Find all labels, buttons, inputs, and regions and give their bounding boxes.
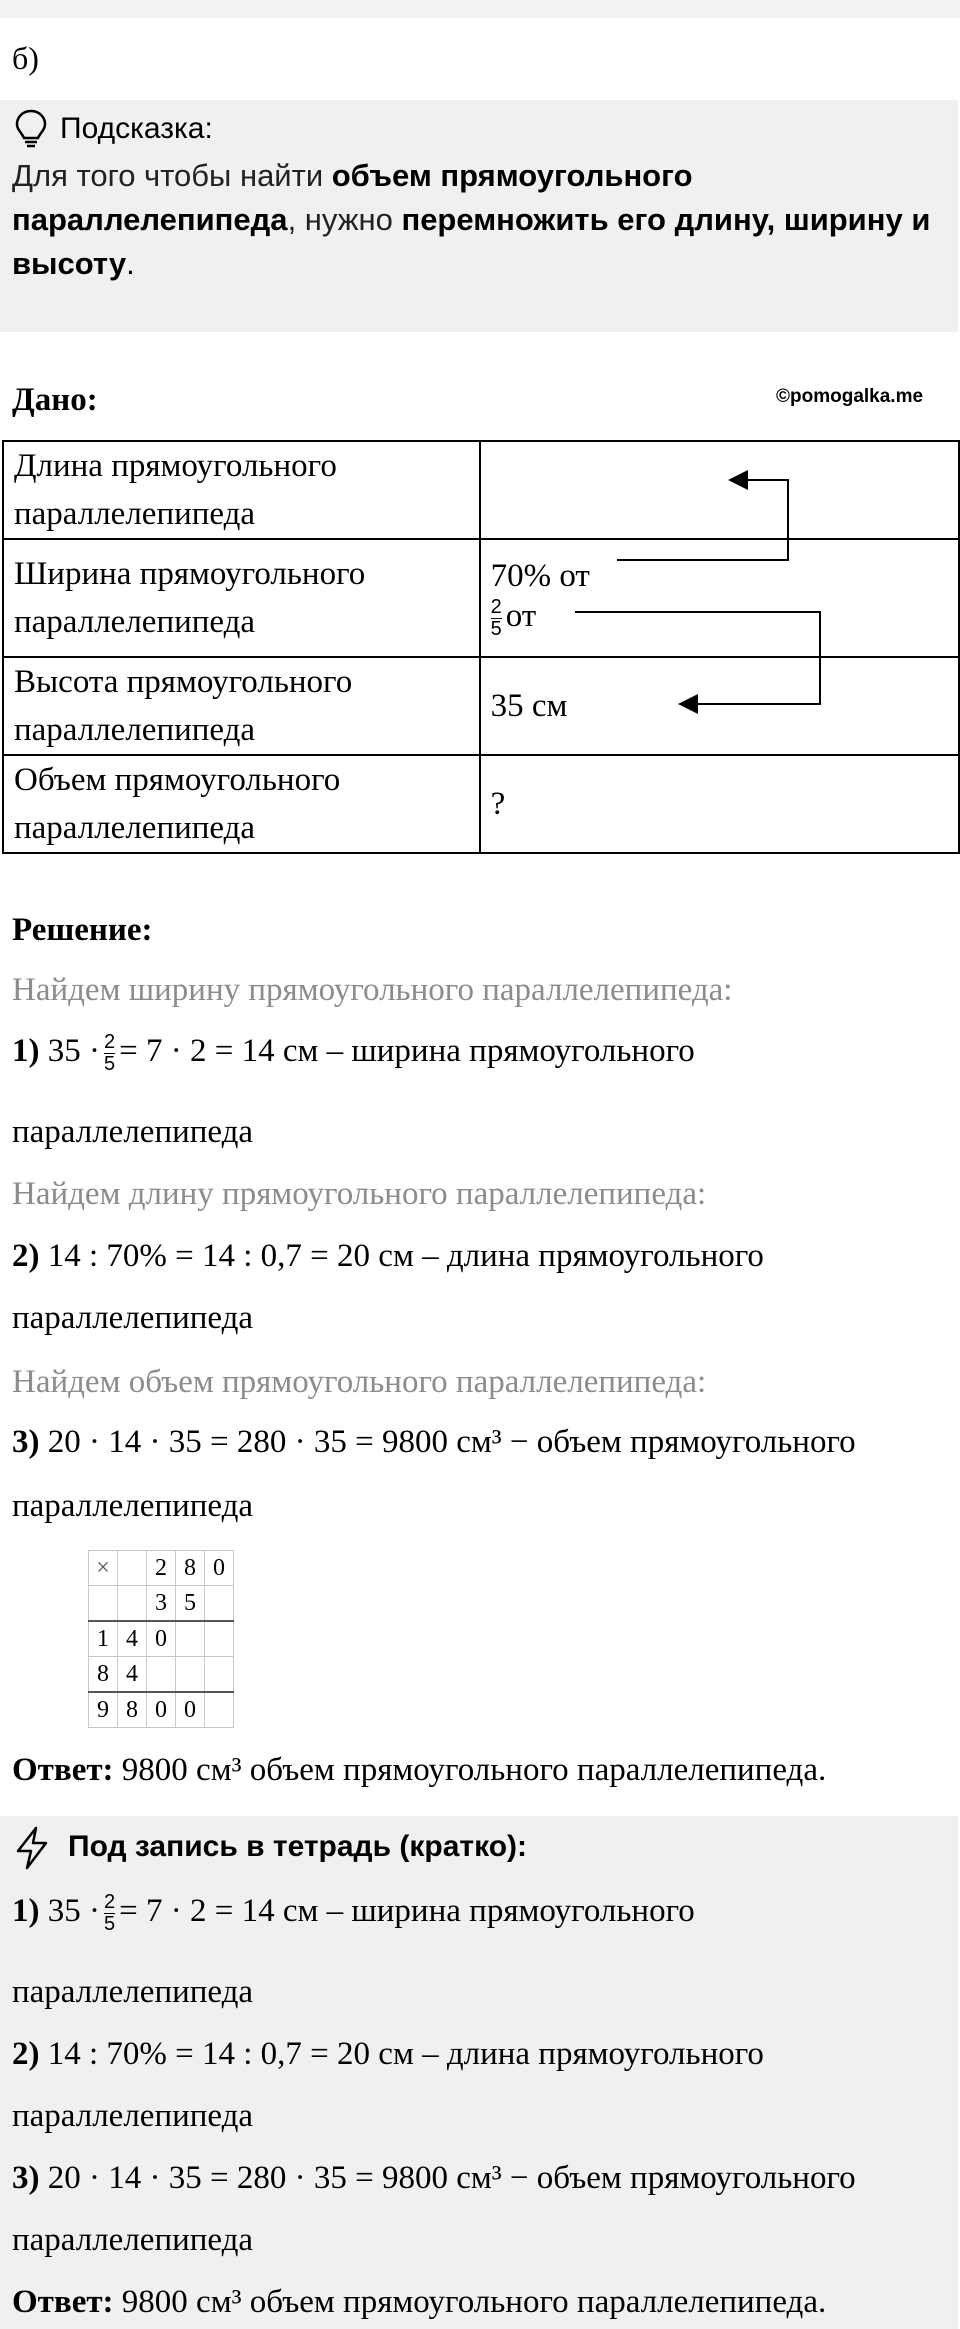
mult-cell: 0 [147, 1621, 176, 1657]
step1-line: 1) 35 · $\frac{2}{5}$ = 7 · 2 = 14 см – ширина прямоугольного [12, 1031, 695, 1075]
step2-note: Найдем длину прямоугольного параллелепипеда: [12, 1176, 707, 1212]
nb-step1-line: 1) 35 · $\frac{2}{5}$ = 7 · 2 = 14 см – ширина прямоугольного [12, 1891, 695, 1935]
fraction: $\frac{2}{5}$ [104, 1891, 116, 1935]
given-label-cell [3, 755, 480, 853]
mult-cell: 0 [147, 1692, 176, 1728]
nb-step3-cont: параллелепипеда [12, 2222, 254, 2258]
width-fraction-line: $\frac{2}{5}$ от [490, 595, 537, 640]
mult-cell: 1 [89, 1621, 118, 1657]
given-label: Объем прямоугольного [14, 762, 341, 798]
mult-cell [176, 1657, 205, 1693]
mult-row [89, 1586, 234, 1622]
mult-cell: 4 [118, 1657, 147, 1693]
given-label: Длина прямоугольного [14, 448, 337, 484]
mult-cell: × [89, 1551, 118, 1586]
step3-cont: параллелепипеда [12, 1488, 254, 1524]
mult-cell [147, 1657, 176, 1693]
mult-cell [176, 1621, 205, 1657]
mult-cell: 9 [89, 1692, 118, 1728]
mult-cell: 2 [147, 1551, 176, 1586]
fraction: $\frac{2}{5}$ [104, 1031, 116, 1075]
given-value-height: 35 см [480, 657, 959, 755]
mult-cell [118, 1551, 147, 1586]
step1-note: Найдем ширину прямоугольного параллелепипеда: [12, 972, 733, 1008]
fraction: $\frac{2}{5}$ [490, 595, 502, 640]
given-label: Высота прямоугольного [14, 664, 353, 700]
answer-line: Ответ: 9800 см³ объем прямоугольного параллелепипеда. [12, 1752, 827, 1788]
mult-row [89, 1621, 234, 1657]
mult-cell: 4 [118, 1621, 147, 1657]
solution-title: Решение: [12, 912, 153, 948]
notebook-title: Под запись в тетрадь (кратко): [68, 1830, 528, 1863]
part-label: б) [12, 40, 39, 76]
nb-step2-cont: параллелепипеда [12, 2098, 254, 2134]
relation-arrows [0, 0, 960, 760]
mult-row [89, 1657, 234, 1693]
given-label: параллелепипеда [14, 810, 256, 846]
hint-line-1: Для того чтобы найти объем прямоугольного [12, 158, 693, 193]
arrow-width-to-length [617, 480, 788, 560]
mult-cell [89, 1586, 118, 1622]
mult-cell [205, 1657, 234, 1693]
mult-cell [205, 1621, 234, 1657]
given-value-volume: ? [480, 755, 959, 853]
step3-line: 3) 20 · 14 · 35 = 280 · 35 = 9800 см³ − объем прямоугольного [12, 1424, 856, 1460]
mult-cell: 5 [176, 1586, 205, 1622]
mult-row [89, 1551, 234, 1586]
hint-line-3: высоту. [12, 246, 135, 281]
watermark: ©pomogalka.me [776, 386, 924, 407]
mult-cell: 0 [176, 1692, 205, 1728]
nb-step2-line: 2) 14 : 70% = 14 : 0,7 = 20 см – длина прямоугольного [12, 2036, 764, 2072]
step2-line: 2) 14 : 70% = 14 : 0,7 = 20 см – длина прямоугольного [12, 1238, 764, 1274]
given-label: параллелепипеда [14, 496, 256, 532]
given-label: Ширина прямоугольного [14, 556, 366, 592]
mult-cell: 0 [205, 1551, 234, 1586]
lightning-icon [12, 1826, 52, 1870]
given-label: параллелепипеда [14, 604, 256, 640]
mult-cell [205, 1692, 234, 1728]
mult-cell: 8 [89, 1657, 118, 1693]
mult-cell [118, 1586, 147, 1622]
hint-title: Подсказка: [60, 112, 213, 145]
mult-row [89, 1692, 234, 1728]
mult-cell [205, 1586, 234, 1622]
nb-answer-line: Ответ: 9800 см³ объем прямоугольного параллелепипеда. [12, 2284, 827, 2320]
nb-step1-cont: параллелепипеда [12, 1974, 254, 2010]
arrow-width-to-height [575, 612, 820, 704]
mult-cell: 8 [118, 1692, 147, 1728]
multiplication-column [88, 1550, 234, 1728]
given-label: параллелепипеда [14, 712, 256, 748]
mult-cell: 3 [147, 1586, 176, 1622]
step1-cont: параллелепипеда [12, 1114, 254, 1150]
step3-note: Найдем объем прямоугольного параллелепипеда: [12, 1364, 707, 1400]
given-row-volume [3, 755, 959, 853]
given-title: Дано: [12, 382, 98, 418]
step2-cont: параллелепипеда [12, 1300, 254, 1336]
mult-cell: 8 [176, 1551, 205, 1586]
width-percent: 70% от [490, 558, 590, 595]
hint-line-2: параллелепипеда, нужно перемножить его длину, ширину и [12, 202, 931, 237]
nb-step3-line: 3) 20 · 14 · 35 = 280 · 35 = 9800 см³ − объем прямоугольного [12, 2160, 856, 2196]
